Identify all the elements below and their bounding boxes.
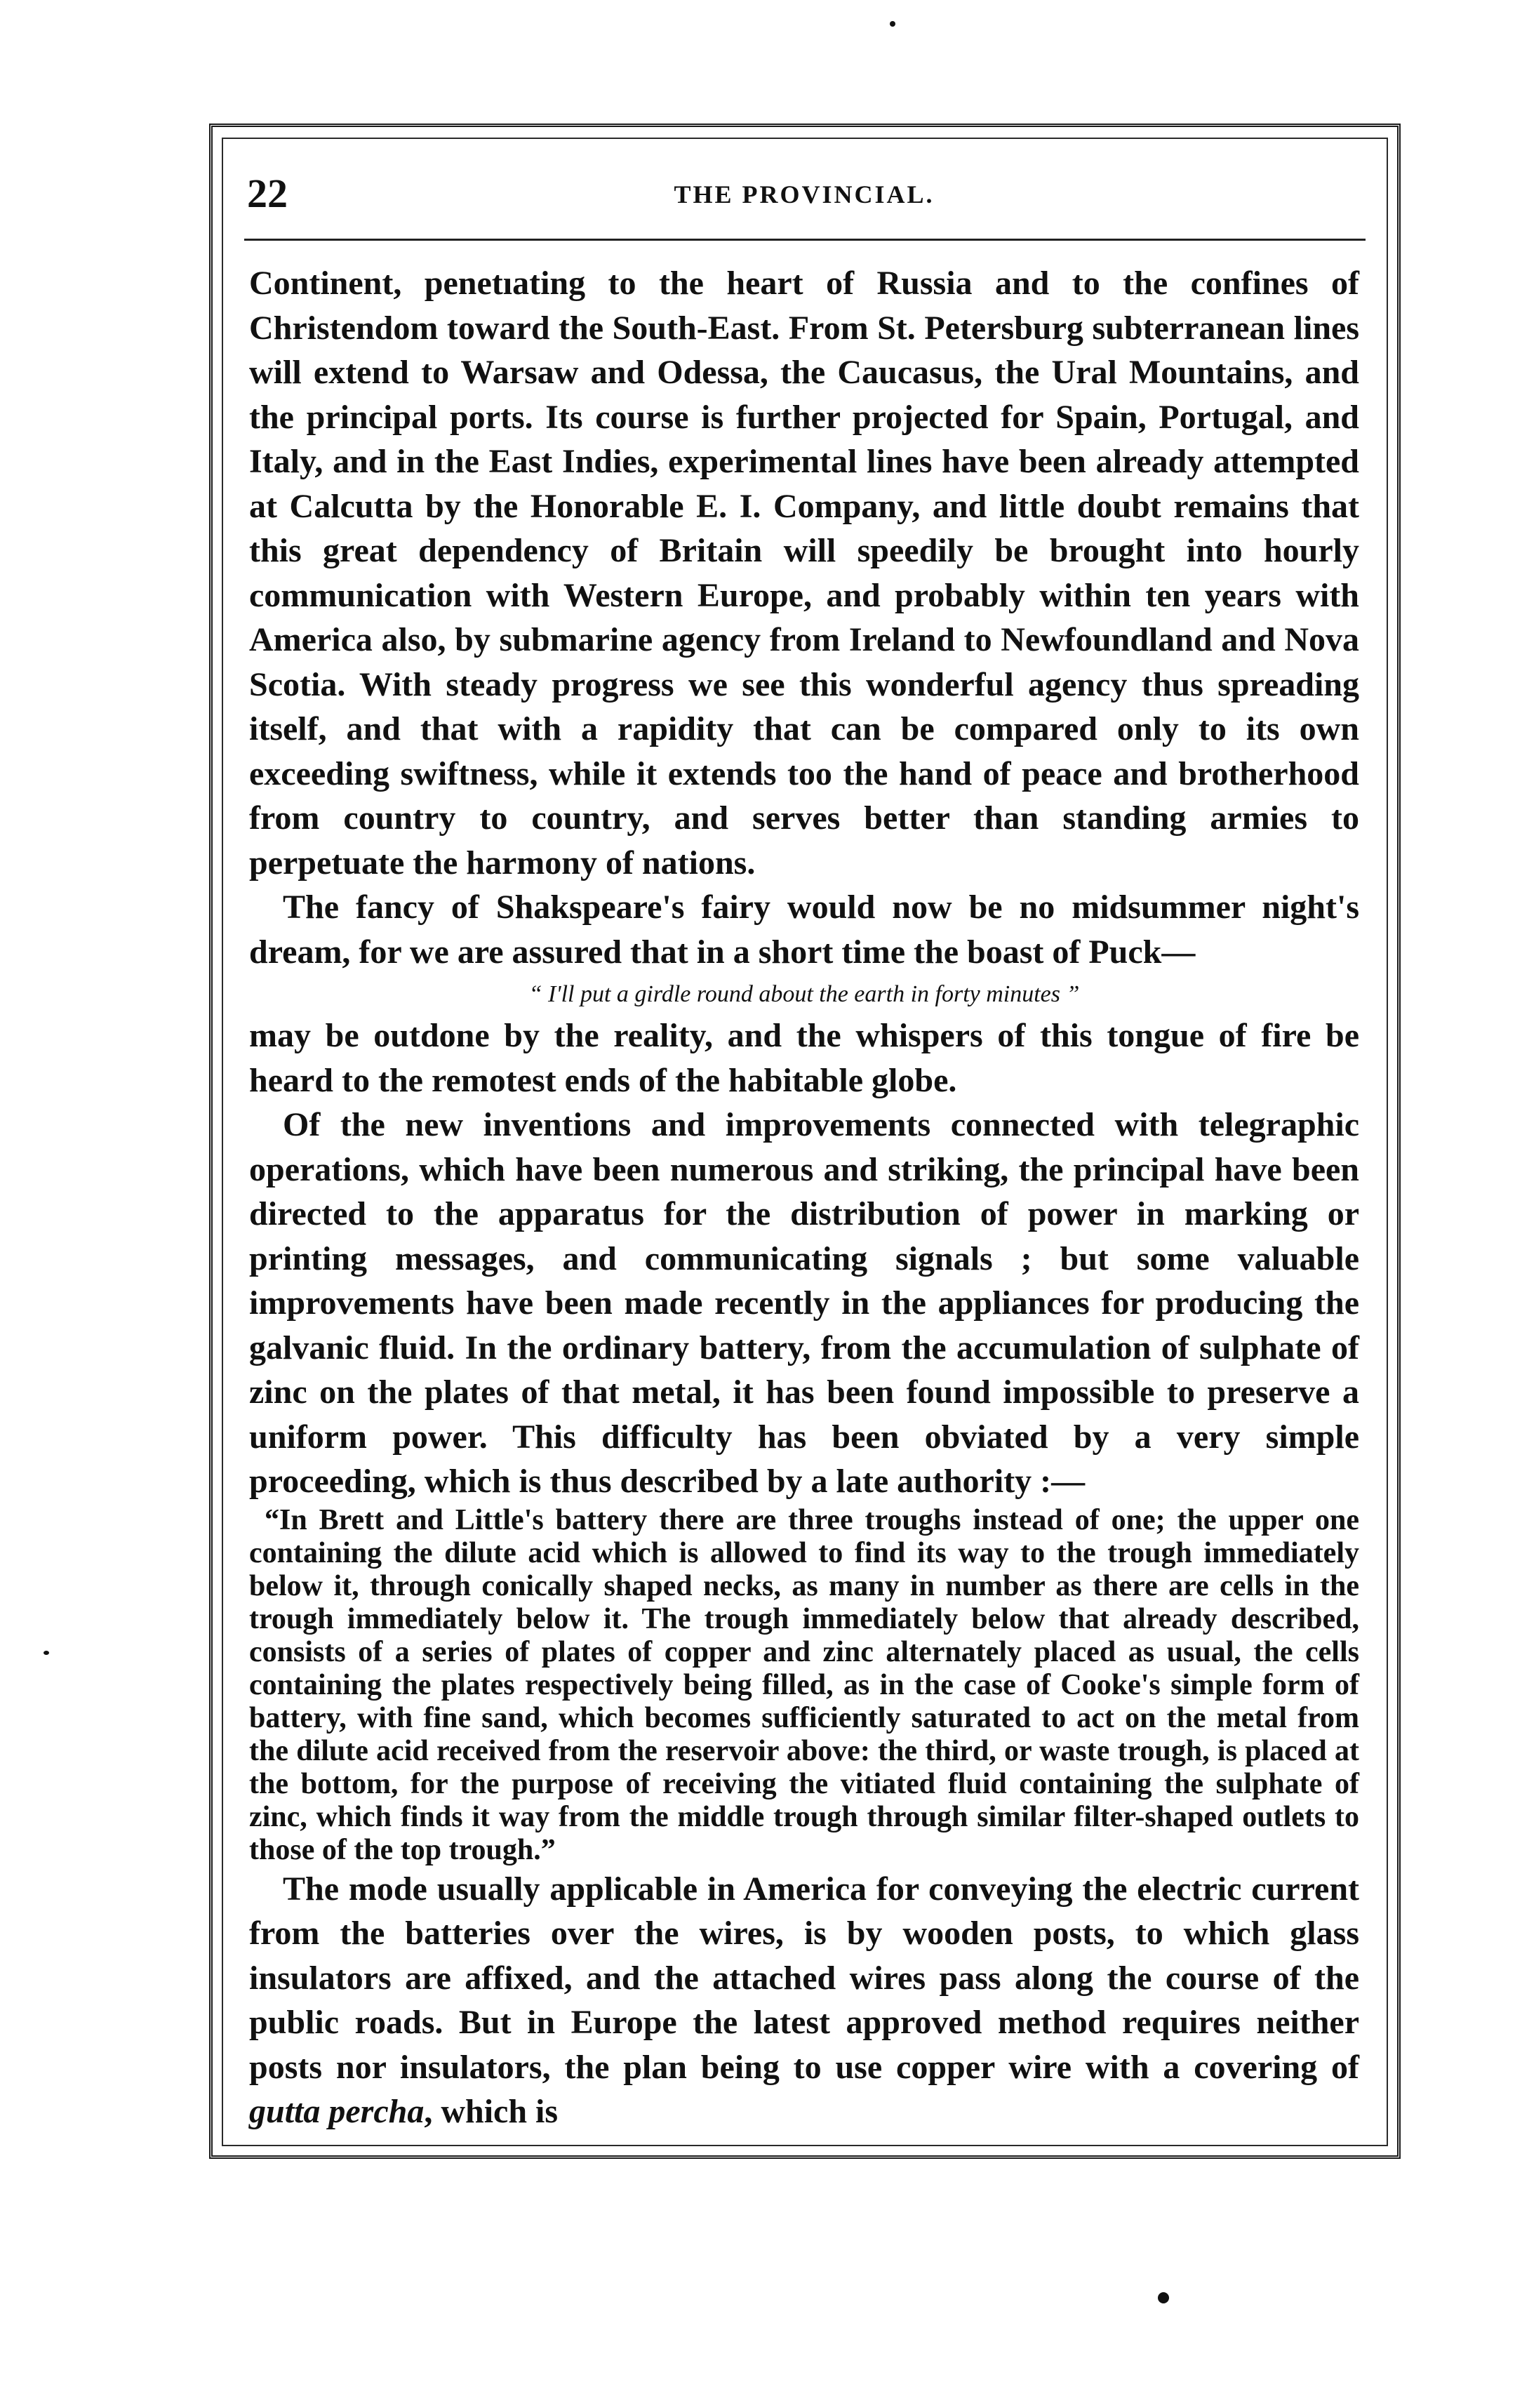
page-number: 22 bbox=[247, 171, 288, 216]
header-rule bbox=[244, 239, 1366, 241]
stray-mark-bottom bbox=[1158, 2292, 1169, 2303]
block-quotation-battery: “In Brett and Little's battery there are three troughs instead of one; the upper one containing the dilute acid which is allowed to find its way to the trough immediately below it, through conically shaped necks, as many in number as there are cells in the trough immediately below it. The trough immediately below that already described, consists of a series of plates of copper and zinc alternately placed as usual, the cells containing the plates respectively being filled, as in the case of Cooke's simple form of battery, with fine sand, which becomes sufficiently saturated to act on the metal from the dilute acid received from the reservoir above: the third, or waste trough, is placed at the bottom, for the purpose of receiving the vitiated fluid containing the sulphate of zinc, which finds it way from the middle trough through similar filter-shaped outlets to those of the top trough.” bbox=[249, 1503, 1359, 1866]
paragraph-conveying-current-text: The mode usually applicable in America for conveying the electric current from the batteries over the wires, is by wooden posts, to which glass insulators are affixed, and the attached wires pass along the course of the public roads. But in Europe the latest approved method requires neither posts nor insulators, the plan being to use copper wire with a covering of bbox=[249, 1870, 1359, 2086]
stray-mark-top bbox=[890, 21, 895, 27]
page-header bbox=[247, 167, 1361, 230]
verse-quotation: “ I'll put a girdle round about the earth in forty minutes ” bbox=[528, 981, 1080, 1007]
paragraph-shakspeare: The fancy of Shakspeare's fairy would now be no midsummer night's dream, for we are assured that in a short time the boast of Puck— bbox=[249, 889, 1359, 971]
paragraph-continent: Continent, penetıating to the heart of Russia and to the confines of Christendom toward the South-East. From St. Petersburg subterranean lines will extend to Warsaw and Odessa, the Caucasus, the Ural Mountains, and the principal ports. Its course is further projected for Spain, Portugal, and Italy, and in the East Indies, experimental lines have been already attempted at Calcutta by the Honorable E. I. Company, and little doubt remains that this great dependency of Britain will speedily be brought into hourly communication with Western Europe, and probably within ten years with America also, by submarine agency from Ireland to Newfoundland and Nova Scotia. With steady progress we see this wonderful agency thus spreading itself, and that with a rapidity that can be compared only to its own exceeding swiftness, while it extends too the hand of peace and brotherhood from country to country, and serves better than standing armies to perpetuate the harmony of nations. bbox=[249, 265, 1359, 882]
paragraph-outdone: may be outdone by the reality, and the whispers of this tongue of fire be heard to the remotest ends of the habitable globe. bbox=[249, 1017, 1359, 1099]
paragraph-conveying-current bbox=[249, 1867, 1359, 2134]
body-text bbox=[249, 261, 1359, 2134]
running-title: THE PROVINCIAL. bbox=[674, 180, 935, 208]
stray-mark-left bbox=[44, 1651, 49, 1655]
paragraph-inventions: Of the new inventions and improvements connected with telegraphic operations, which have been numerous and striking, the principal have been directed to the apparatus for the distribution of power in marking or printing messages, and communicating signals ; but some valuable improvements have been made recently in the appliances for producing the galvanic fluid. In the ordinary battery, from the accumulation of sulphate of zinc on the plates of that metal, it has been found impossible to preserve a uniform power. This difficulty has been obviated by a very simple proceeding, which is thus described by a late authority :— bbox=[249, 1106, 1359, 1500]
paragraph-conveying-current-end: , which is bbox=[424, 2093, 559, 2130]
italic-term: gutta percha bbox=[249, 2093, 425, 2130]
